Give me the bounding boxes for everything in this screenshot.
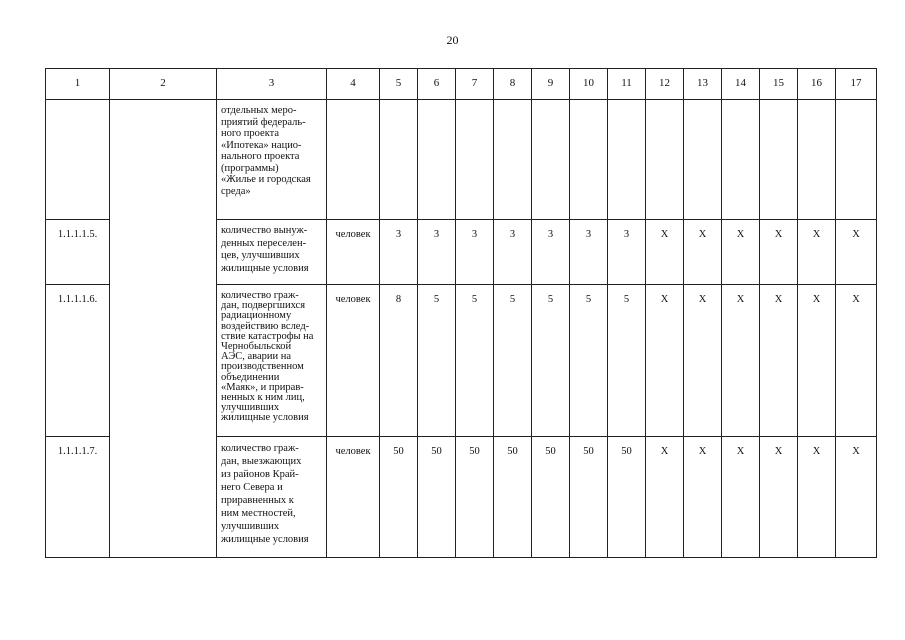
value-cell: Х	[646, 437, 684, 558]
description-line: улучшивших	[221, 521, 280, 532]
value-cell: 3	[418, 220, 456, 285]
unit-cell	[327, 100, 380, 220]
unit-cell: человек	[327, 437, 380, 558]
indicator-description	[217, 285, 327, 437]
value-cell: 5	[570, 285, 608, 437]
description-line: Чернобыльской	[221, 341, 292, 353]
header-row	[46, 69, 877, 100]
value-cell: 3	[494, 220, 532, 285]
unit-cell: человек	[327, 285, 380, 437]
value-cell: 3	[456, 220, 494, 285]
header-cell: 12	[646, 69, 684, 100]
value-cell: Х	[722, 285, 760, 437]
value-cell: Х	[798, 285, 836, 437]
value-cell: 5	[418, 285, 456, 437]
description-line: из районов Край-	[221, 469, 299, 480]
header-cell: 9	[532, 69, 570, 100]
header-cell: 5	[380, 69, 418, 100]
value-cell: 3	[608, 220, 646, 285]
description-line: воздействию вслед-	[221, 320, 310, 332]
value-cell: Х	[760, 285, 798, 437]
value-cell: 50	[532, 437, 570, 558]
value-cell: 5	[456, 285, 494, 437]
unit-cell: человек	[327, 220, 380, 285]
value-cell: 8	[380, 285, 418, 437]
value-cell: Х	[722, 220, 760, 285]
description-line: нального проекта	[221, 151, 300, 162]
value-cell: 50	[456, 437, 494, 558]
description-line: дан, подвергшихся	[221, 300, 306, 312]
value-cell	[380, 100, 418, 220]
value-cell: Х	[684, 220, 722, 285]
value-cell	[798, 100, 836, 220]
value-cell: 5	[532, 285, 570, 437]
value-cell: 5	[494, 285, 532, 437]
value-cell: 50	[608, 437, 646, 558]
value-cell: Х	[798, 220, 836, 285]
description-line: количество вынуж-	[221, 225, 308, 236]
header-cell: 15	[760, 69, 798, 100]
header-cell: 11	[608, 69, 646, 100]
row-number: 1.1.1.1.5.	[46, 220, 110, 285]
description-line: количество граж-	[221, 290, 299, 301]
value-cell: Х	[722, 437, 760, 558]
value-cell	[418, 100, 456, 220]
header-cell: 7	[456, 69, 494, 100]
description-line: дан, выезжающих	[221, 456, 302, 467]
indicator-table	[45, 68, 877, 558]
description-line: улучшивших	[221, 402, 280, 414]
description-line: (программы)	[221, 162, 279, 174]
description-line: АЭС, аварии на	[221, 351, 292, 363]
header-cell: 3	[217, 69, 327, 100]
page-number: 20	[446, 33, 459, 47]
description-line: радиационному	[221, 310, 292, 322]
header-cell: 14	[722, 69, 760, 100]
indicator-description	[217, 220, 327, 285]
value-cell: Х	[646, 220, 684, 285]
description-line: ствие катастрофы на	[221, 330, 314, 342]
value-cell	[570, 100, 608, 220]
value-cell	[646, 100, 684, 220]
value-cell: Х	[836, 437, 877, 558]
header-cell: 8	[494, 69, 532, 100]
description-line: ного проекта	[221, 128, 280, 139]
description-line: него Севера и	[221, 482, 283, 493]
header-cell: 6	[418, 69, 456, 100]
value-cell: Х	[646, 285, 684, 437]
description-line: среда»	[221, 185, 251, 197]
value-cell: 5	[608, 285, 646, 437]
value-cell	[456, 100, 494, 220]
header-cell: 10	[570, 69, 608, 100]
description-line: жилищные условия	[221, 262, 309, 274]
value-cell: Х	[836, 285, 877, 437]
header-cell: 1	[46, 69, 110, 100]
value-cell	[608, 100, 646, 220]
header-cell: 4	[327, 69, 380, 100]
description-line: «Жилье и городская	[221, 174, 311, 185]
description-line: количество граж-	[221, 443, 299, 454]
description-line: цев, улучшивших	[221, 250, 300, 261]
description-line: объединении	[221, 371, 280, 383]
description-line: производственном	[221, 361, 304, 373]
value-cell: Х	[798, 437, 836, 558]
description-line: приятий федераль-	[221, 116, 306, 128]
header-cell: 2	[110, 69, 217, 100]
value-cell: 3	[532, 220, 570, 285]
description-line: «Маяк», и прирав-	[221, 381, 304, 393]
value-cell	[722, 100, 760, 220]
indicator-description	[217, 100, 327, 220]
header-cell: 16	[798, 69, 836, 100]
description-line: жилищные условия	[221, 412, 309, 424]
row-number: 1.1.1.1.7.	[46, 437, 110, 558]
value-cell: 50	[380, 437, 418, 558]
value-cell: Х	[836, 220, 877, 285]
description-line: денных переселен-	[221, 237, 307, 249]
value-cell: 3	[380, 220, 418, 285]
description-line: жилищные условия	[221, 534, 309, 545]
value-cell: Х	[684, 285, 722, 437]
value-cell: Х	[760, 220, 798, 285]
value-cell: 3	[570, 220, 608, 285]
value-cell: 50	[494, 437, 532, 558]
description-line: «Ипотека» нацио-	[221, 139, 302, 151]
header-cell: 17	[836, 69, 877, 100]
indicator-description	[217, 437, 327, 558]
table-row	[46, 100, 877, 220]
value-cell	[494, 100, 532, 220]
description-line: ним местностей,	[221, 508, 296, 519]
description-line: ненных к ним лиц,	[221, 392, 305, 404]
header-cell: 13	[684, 69, 722, 100]
description-line: приравненных к	[221, 495, 294, 506]
column-2-merged-cell	[110, 100, 217, 558]
value-cell	[760, 100, 798, 220]
row-number: 1.1.1.1.6.	[46, 285, 110, 437]
value-cell	[532, 100, 570, 220]
value-cell	[684, 100, 722, 220]
value-cell	[836, 100, 877, 220]
row-number	[46, 100, 110, 220]
value-cell: 50	[570, 437, 608, 558]
description-line: отдельных меро-	[221, 105, 297, 116]
value-cell: 50	[418, 437, 456, 558]
value-cell: Х	[684, 437, 722, 558]
value-cell: Х	[760, 437, 798, 558]
